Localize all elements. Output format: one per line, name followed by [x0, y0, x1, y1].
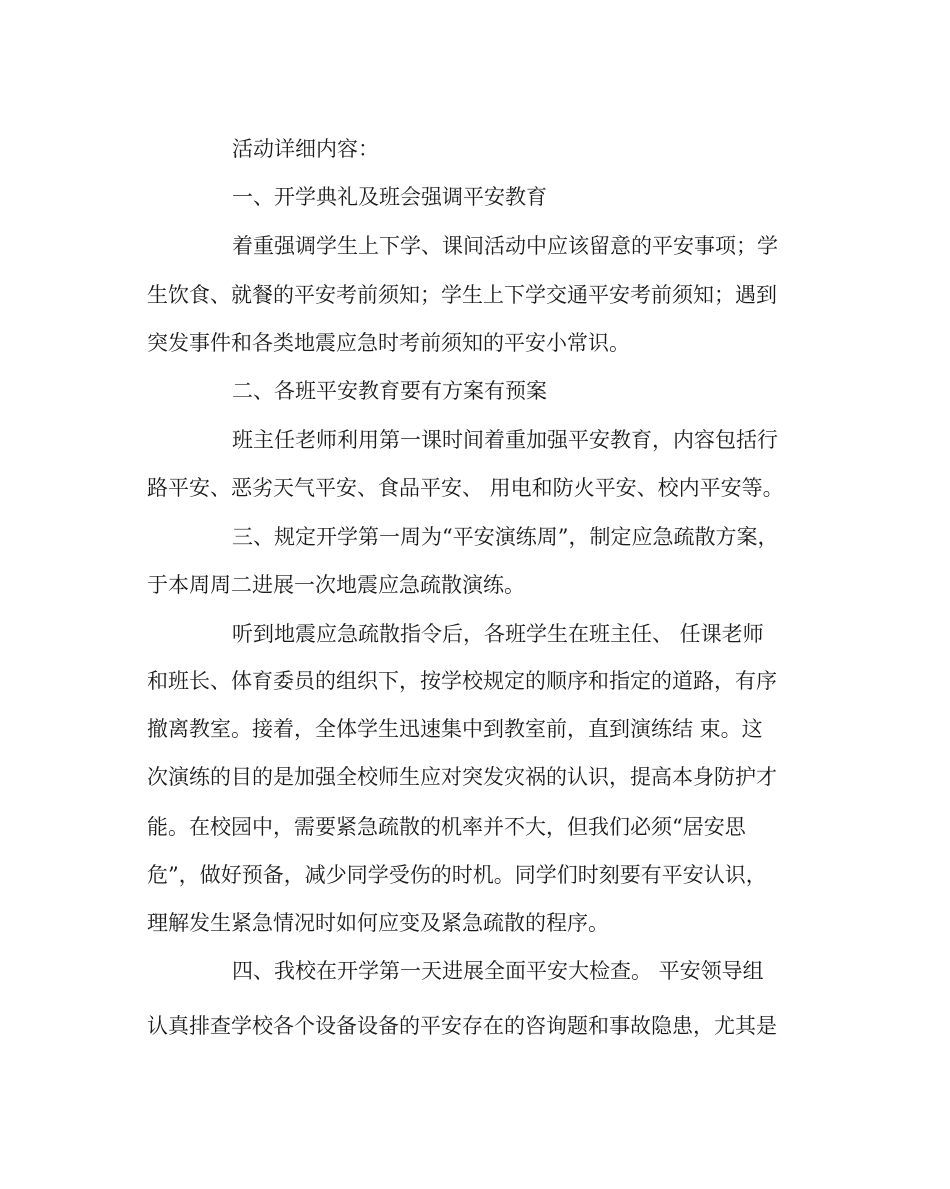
- section-heading: 二、各班平安教育要有方案有预案: [232, 379, 547, 403]
- text-line: 生饮食、就餐的平安考前须知；学生上下学交通平安考前须知；遇到: [147, 283, 777, 307]
- text-line: 活动详细内容：: [232, 137, 379, 161]
- text-line: 着重强调学生上下学、课间活动中应该留意的平安事项；学: [232, 234, 778, 258]
- text-line: 能。在校园中，需要紧急疏散的机率并不大，但我们必须“居安思: [147, 815, 746, 839]
- section-heading: 三、规定开学第一周为“平安演练周”，制定应急疏散方案，: [232, 525, 779, 549]
- text-line: 突发事件和各类地震应急时考前须知的平安小常识。: [147, 331, 630, 355]
- text-line: 危”，做好预备，减少同学受伤的时机。同学们时刻要有平安认识，: [147, 863, 767, 887]
- text-line: 和班长、体育委员的组织下，按学校规定的顺序和指定的道路，有序: [147, 669, 777, 693]
- text-line: 班主任老师利用第一课时间着重加强平安教育，内容包括行: [232, 428, 778, 452]
- section-heading: 一、开学典礼及班会强调平安教育: [232, 185, 547, 209]
- text-line: 认真排查学校各个设备设备的平安存在的咨询题和事故隐患，尤其是: [147, 1014, 777, 1038]
- text-line: 次演练的目的是加强全校师生应对突发灾祸的认识，提高本身防护才: [147, 765, 777, 789]
- text-line: 听到地震应急疏散指令后，各班学生在班主任、 任课老师: [232, 622, 764, 646]
- section-heading: 四、我校在开学第一天进展全面平安大检查。 平安领导组: [232, 959, 764, 983]
- text-line: 路平安、恶劣天气平安、食品平安、 用电和防火平安、校内平安等。: [147, 476, 784, 500]
- text-line: 于本周周二进展一次地震应急疏散演练。: [147, 573, 525, 597]
- text-line: 理解发生紧急情况时如何应变及紧急疏散的程序。: [147, 911, 609, 935]
- text-line: 撤离教室。接着，全体学生迅速集中到教室前，直到演练结 束。这: [147, 717, 763, 741]
